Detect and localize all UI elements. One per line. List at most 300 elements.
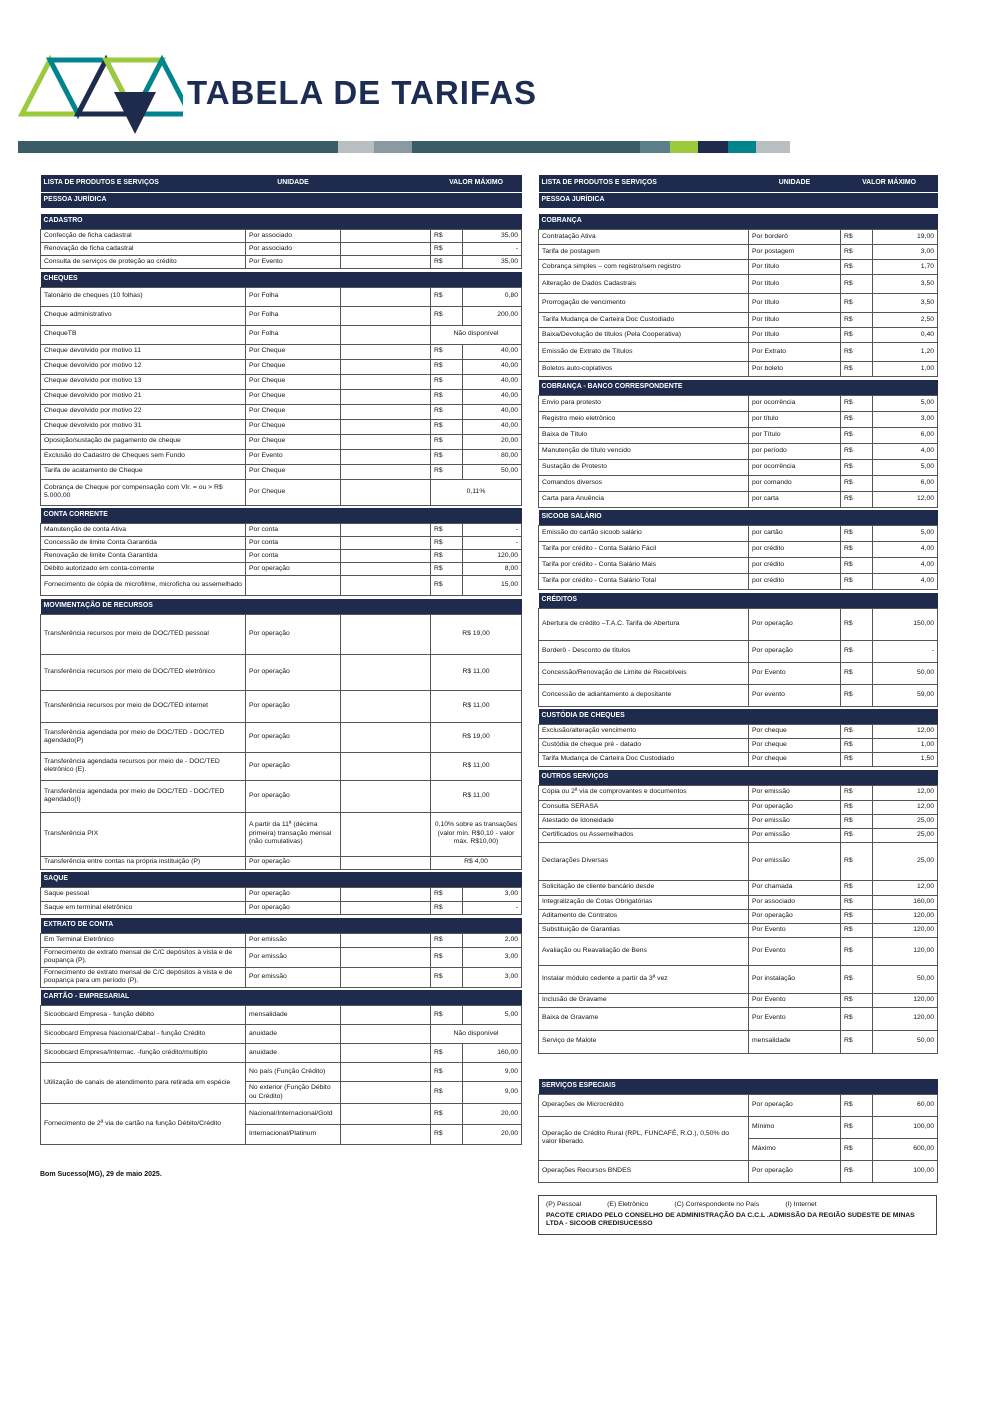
service-cell: Cobrança de Cheque por compensação com Vlr. = ou > R$ 5.000,00 bbox=[41, 479, 246, 505]
spacer-cell bbox=[341, 449, 431, 464]
spacer-cell bbox=[341, 374, 431, 389]
unit-cell: Por conta bbox=[246, 537, 341, 550]
service-cell: Saque em terminal eletrônico bbox=[41, 902, 246, 915]
spacer-cell bbox=[341, 902, 431, 915]
service-cell: Talonário de cheques (10 folhas) bbox=[41, 287, 246, 306]
unit-cell: Por emissão bbox=[246, 967, 341, 987]
unit-cell bbox=[246, 576, 341, 596]
table-row bbox=[539, 814, 938, 828]
unit-cell: No exterior (Função Débito ou Crédito) bbox=[246, 1082, 341, 1104]
currency-cell: R$ bbox=[841, 313, 873, 328]
footer-date: Bom Sucesso(MG), 29 de maio 2025. bbox=[40, 1171, 162, 1178]
value-cell: 50,00 bbox=[463, 464, 522, 479]
table-row bbox=[539, 937, 938, 965]
special-services-slot bbox=[538, 1079, 937, 1183]
currency-cell: R$ bbox=[841, 245, 873, 260]
table-row bbox=[539, 684, 938, 706]
unit-cell: Por Cheque bbox=[246, 344, 341, 359]
table-row bbox=[41, 947, 522, 967]
spacer-cell bbox=[341, 888, 431, 902]
unit-cell: Por Folha bbox=[246, 306, 341, 325]
value-cell: - bbox=[873, 640, 938, 662]
unit-cell: Por Evento bbox=[749, 923, 841, 937]
value-cell: 59,00 bbox=[873, 684, 938, 706]
currency-cell: R$ bbox=[841, 662, 873, 684]
unit-cell: Por chamada bbox=[749, 880, 841, 895]
value-cell: R$ 4,00 bbox=[431, 856, 522, 869]
service-cell: Sicoobcard Empresa Nacional/Cabal - função Crédito bbox=[41, 1025, 246, 1044]
table-row bbox=[539, 662, 938, 684]
column-header-spacer bbox=[341, 175, 431, 193]
table-row bbox=[41, 344, 522, 359]
table-row bbox=[539, 395, 938, 411]
unit-cell: anuidade bbox=[246, 1025, 341, 1044]
section-title: OUTROS SERVIÇOS bbox=[539, 770, 938, 786]
value-cell: R$ 11,00 bbox=[431, 654, 522, 690]
section-title: CRÉDITOS bbox=[539, 593, 938, 609]
footnote-legend bbox=[546, 1201, 929, 1208]
value-cell: 20,00 bbox=[463, 1104, 522, 1125]
section-header-row bbox=[41, 990, 522, 1006]
table-row bbox=[539, 828, 938, 842]
service-cell: Alteração de Dados Cadastrais bbox=[539, 275, 749, 294]
service-cell: Consulta de serviços de proteção ao crédito bbox=[41, 256, 246, 269]
service-cell: Débito autorizado em conta-corrente bbox=[41, 563, 246, 576]
table-row bbox=[539, 443, 938, 459]
spacer-cell bbox=[341, 230, 431, 243]
unit-cell: por cartão bbox=[749, 526, 841, 542]
unit-cell: Por operação bbox=[749, 640, 841, 662]
service-cell: Transferência agendada por meio de DOC/TED - DOC/TED agendado(P) bbox=[41, 722, 246, 752]
value-cell: 3,00 bbox=[463, 967, 522, 987]
currency-cell: R$ bbox=[431, 550, 463, 563]
service-cell: Renovação de ficha cadastral bbox=[41, 243, 246, 256]
unit-cell: Por operação bbox=[246, 614, 341, 654]
unit-cell: A partir da 11ª (décima primeira) transação mensal (não cumulativas) bbox=[246, 812, 341, 856]
service-cell: Carta para Anuência bbox=[539, 491, 749, 507]
subheader-pessoa-juridica: PESSOA JURÍDICA bbox=[41, 193, 522, 209]
spacer-cell bbox=[341, 1082, 431, 1104]
table-row bbox=[41, 888, 522, 902]
currency-cell: R$ bbox=[841, 459, 873, 475]
spacer-cell bbox=[341, 550, 431, 563]
table-row bbox=[41, 1006, 522, 1025]
currency-cell: R$ bbox=[841, 443, 873, 459]
table-row bbox=[539, 411, 938, 427]
currency-cell: R$ bbox=[431, 230, 463, 243]
value-cell: 20,00 bbox=[463, 434, 522, 449]
unit-cell: Por instalação bbox=[749, 965, 841, 993]
section-title: CONTA CORRENTE bbox=[41, 508, 522, 524]
unit-cell: Por operação bbox=[246, 654, 341, 690]
value-cell: 15,00 bbox=[463, 576, 522, 596]
value-cell: 9,00 bbox=[463, 1063, 522, 1082]
service-cell: Cheque devolvido por motivo 21 bbox=[41, 389, 246, 404]
table-row bbox=[41, 967, 522, 987]
table-row bbox=[41, 752, 522, 780]
decorative-bar bbox=[18, 141, 790, 153]
bar-segment bbox=[640, 141, 670, 153]
table-row bbox=[539, 608, 938, 640]
page-title: TABELA DE TARIFAS bbox=[187, 74, 538, 111]
unit-cell: Por operação bbox=[246, 722, 341, 752]
table-row bbox=[539, 230, 938, 245]
value-cell: 4,00 bbox=[873, 443, 938, 459]
unit-cell: Por título bbox=[749, 328, 841, 343]
service-cell: Custódia de cheque pré - datado bbox=[539, 739, 749, 753]
sicoob-logo bbox=[18, 40, 183, 138]
value-cell: 4,00 bbox=[873, 574, 938, 590]
table-row bbox=[539, 427, 938, 443]
spacer-cell bbox=[341, 933, 431, 947]
table-row bbox=[41, 1063, 522, 1082]
table-row bbox=[41, 563, 522, 576]
unit-cell: Por Evento bbox=[749, 662, 841, 684]
currency-cell: R$ bbox=[841, 814, 873, 828]
currency-cell: R$ bbox=[841, 725, 873, 739]
currency-cell: R$ bbox=[841, 909, 873, 923]
value-cell: - bbox=[463, 902, 522, 915]
service-cell: Borderô - Desconto de títulos bbox=[539, 640, 749, 662]
table-row bbox=[41, 434, 522, 449]
spacer-cell bbox=[341, 256, 431, 269]
service-cell: Operações de Microcrédito bbox=[539, 1094, 749, 1116]
unit-cell: Por Evento bbox=[749, 993, 841, 1007]
service-cell: Sustação de Protesto bbox=[539, 459, 749, 475]
value-cell: 120,00 bbox=[873, 993, 938, 1007]
unit-cell: Por cheque bbox=[749, 753, 841, 767]
logo-triangles-icon bbox=[18, 40, 183, 138]
table-row bbox=[539, 965, 938, 993]
currency-cell: R$ bbox=[841, 739, 873, 753]
value-cell: R$ 19,00 bbox=[431, 722, 522, 752]
section-header-row bbox=[539, 1079, 938, 1095]
value-cell: 600,00 bbox=[873, 1138, 938, 1160]
service-cell: Transferência recursos por meio de DOC/TED internet bbox=[41, 690, 246, 722]
spacer-cell bbox=[341, 654, 431, 690]
section-title: SICOOB SALÁRIO bbox=[539, 510, 938, 526]
service-cell: Concessão/Renovação de Limite de Recebíveis bbox=[539, 662, 749, 684]
currency-cell: R$ bbox=[841, 800, 873, 814]
currency-cell: R$ bbox=[841, 965, 873, 993]
service-cell: Transferência agendada por meio de DOC/TED - DOC/TED agendado(I) bbox=[41, 780, 246, 812]
table-row bbox=[41, 325, 522, 344]
service-cell: Em Terminal Eletrônico bbox=[41, 933, 246, 947]
value-cell: 120,00 bbox=[873, 909, 938, 923]
currency-cell: R$ bbox=[431, 524, 463, 537]
table-row bbox=[41, 856, 522, 869]
table-row bbox=[539, 909, 938, 923]
unit-cell: por carta bbox=[749, 491, 841, 507]
currency-cell: R$ bbox=[841, 937, 873, 965]
section-header-row bbox=[539, 593, 938, 609]
currency-cell: R$ bbox=[431, 287, 463, 306]
service-cell: Comandos diversos bbox=[539, 475, 749, 491]
right-column bbox=[538, 175, 937, 1235]
unit-cell: por ocorrência bbox=[749, 459, 841, 475]
unit-cell: Mínimo bbox=[749, 1116, 841, 1138]
value-cell: 5,00 bbox=[463, 1006, 522, 1025]
table-row bbox=[41, 306, 522, 325]
service-cell: Fornecimento de 2ª via de cartão na função Débito/Crédito bbox=[41, 1104, 246, 1145]
legend-item: (I) Internet bbox=[785, 1200, 817, 1208]
table-row bbox=[539, 923, 938, 937]
currency-cell: R$ bbox=[431, 464, 463, 479]
value-cell: 20,00 bbox=[463, 1125, 522, 1145]
unit-cell: Por Cheque bbox=[246, 419, 341, 434]
spacer-cell bbox=[341, 306, 431, 325]
service-cell: Declarações Diversas bbox=[539, 842, 749, 880]
currency-cell: R$ bbox=[431, 1063, 463, 1082]
unit-cell: Por emissão bbox=[246, 947, 341, 967]
service-cell: Emissão de Extrato de Títulos bbox=[539, 343, 749, 362]
section-header-row bbox=[539, 380, 938, 396]
unit-cell: Por Evento bbox=[749, 937, 841, 965]
spacer-cell bbox=[341, 947, 431, 967]
table-row bbox=[41, 1044, 522, 1063]
subheader-pessoa-juridica: PESSOA JURÍDICA bbox=[539, 193, 938, 209]
table-row bbox=[41, 1104, 522, 1125]
service-cell: Inclusão de Gravame bbox=[539, 993, 749, 1007]
value-cell: 3,50 bbox=[873, 275, 938, 294]
service-cell: Concessão de limite Conta Garantida bbox=[41, 537, 246, 550]
service-cell: Abertura de crédito –T.A.C. Tarifa de Abertura bbox=[539, 608, 749, 640]
table-row bbox=[539, 294, 938, 313]
unit-cell: Por evento bbox=[749, 684, 841, 706]
table-row bbox=[539, 260, 938, 275]
table-row bbox=[41, 1025, 522, 1044]
service-cell: Boletos auto-copiativos bbox=[539, 362, 749, 377]
service-cell: Transferência PIX bbox=[41, 812, 246, 856]
value-cell: 1,50 bbox=[873, 753, 938, 767]
table-row bbox=[539, 895, 938, 909]
spacer-cell bbox=[341, 856, 431, 869]
unit-cell: Por operação bbox=[246, 690, 341, 722]
currency-cell: R$ bbox=[841, 640, 873, 662]
service-cell: Fornecimento de extrato mensal de C/C depósitos à vista e de poupança (P). bbox=[41, 947, 246, 967]
table-row bbox=[539, 343, 938, 362]
currency-cell: R$ bbox=[841, 343, 873, 362]
bar-segment bbox=[698, 141, 728, 153]
currency-cell: R$ bbox=[841, 475, 873, 491]
unit-cell: Por conta bbox=[246, 550, 341, 563]
value-cell: R$ 11,00 bbox=[431, 752, 522, 780]
service-cell: Cheque devolvido por motivo 11 bbox=[41, 344, 246, 359]
service-cell: Confecção de ficha cadastral bbox=[41, 230, 246, 243]
table-row bbox=[539, 491, 938, 507]
unit-cell: Por emissão bbox=[749, 785, 841, 800]
value-cell: 120,00 bbox=[873, 923, 938, 937]
unit-cell: Por Evento bbox=[246, 449, 341, 464]
service-cell: Serviço de Malote bbox=[539, 1030, 749, 1053]
currency-cell: R$ bbox=[431, 1125, 463, 1145]
unit-cell: Por título bbox=[749, 260, 841, 275]
legend-item: (P) Pessoal bbox=[546, 1200, 582, 1208]
spacer-cell bbox=[341, 1044, 431, 1063]
service-cell: Manutenção de conta Ativa bbox=[41, 524, 246, 537]
currency-cell: R$ bbox=[841, 895, 873, 909]
currency-cell: R$ bbox=[431, 1006, 463, 1025]
value-cell: 0,10% sobre as transações (valor mín. R$0,10 - valor máx. R$10,00) bbox=[431, 812, 522, 856]
currency-cell: R$ bbox=[841, 328, 873, 343]
service-cell: Cobrança simples – com registro/sem registro bbox=[539, 260, 749, 275]
currency-cell: R$ bbox=[841, 526, 873, 542]
service-cell: Emissão do cartão sicoob salário bbox=[539, 526, 749, 542]
value-cell: 5,00 bbox=[873, 526, 938, 542]
legend-item: (E) Eletrônico bbox=[607, 1200, 649, 1208]
spacer-cell bbox=[341, 434, 431, 449]
value-cell: 9,00 bbox=[463, 1082, 522, 1104]
table-row bbox=[41, 576, 522, 596]
value-cell: 12,00 bbox=[873, 725, 938, 739]
currency-cell: R$ bbox=[841, 1094, 873, 1116]
spacer-cell bbox=[341, 287, 431, 306]
table-row bbox=[539, 459, 938, 475]
table-row bbox=[41, 287, 522, 306]
column-header-value: VALOR MÁXIMO bbox=[841, 175, 938, 193]
table-row bbox=[41, 902, 522, 915]
table-row bbox=[539, 1160, 938, 1182]
unit-cell: Internacional/Platinum bbox=[246, 1125, 341, 1145]
value-cell: 50,00 bbox=[873, 1030, 938, 1053]
currency-cell: R$ bbox=[431, 563, 463, 576]
service-cell: Sicoobcard Empresa - função débito bbox=[41, 1006, 246, 1025]
service-cell: Oposição/sustação de pagamento de cheque bbox=[41, 434, 246, 449]
unit-cell: Por emissão bbox=[749, 814, 841, 828]
currency-cell: R$ bbox=[431, 256, 463, 269]
unit-cell: Por operação bbox=[246, 856, 341, 869]
unit-cell: Por operação bbox=[246, 563, 341, 576]
bar-segment bbox=[670, 141, 698, 153]
table-row bbox=[539, 993, 938, 1007]
table-row bbox=[41, 479, 522, 505]
service-cell: Solicitação de cliente bancário desde bbox=[539, 880, 749, 895]
unit-cell: Por título bbox=[749, 313, 841, 328]
section-title: EXTRATO DE CONTA bbox=[41, 918, 522, 934]
table-row bbox=[539, 542, 938, 558]
service-cell: Tarifa Mudança de Carteira Doc Custodiado bbox=[539, 313, 749, 328]
value-cell: Não disponível bbox=[431, 1025, 522, 1044]
unit-cell: por crédito bbox=[749, 574, 841, 590]
value-cell: 40,00 bbox=[463, 374, 522, 389]
spacer-cell bbox=[341, 389, 431, 404]
value-cell: 160,00 bbox=[463, 1044, 522, 1063]
table-row bbox=[539, 785, 938, 800]
table-row bbox=[539, 842, 938, 880]
currency-cell: R$ bbox=[841, 785, 873, 800]
value-cell: 1,00 bbox=[873, 739, 938, 753]
service-cell: Atestado de Idoneidade bbox=[539, 814, 749, 828]
value-cell: 1,70 bbox=[873, 260, 938, 275]
currency-cell: R$ bbox=[841, 1007, 873, 1030]
unit-cell: Por boleto bbox=[749, 362, 841, 377]
service-cell: Avaliação ou Reavaliação de Bens bbox=[539, 937, 749, 965]
value-cell: 4,00 bbox=[873, 558, 938, 574]
currency-cell: R$ bbox=[431, 389, 463, 404]
table-row bbox=[539, 245, 938, 260]
table-row bbox=[41, 256, 522, 269]
currency-cell: R$ bbox=[841, 842, 873, 880]
table-row bbox=[539, 558, 938, 574]
service-cell: Fornecimento de extrato mensal de C/C depósitos à vista e de poupança para um período (P). bbox=[41, 967, 246, 987]
column-header-value: VALOR MÁXIMO bbox=[431, 175, 522, 193]
spacer-cell bbox=[341, 344, 431, 359]
spacer-cell bbox=[341, 404, 431, 419]
table-row bbox=[41, 389, 522, 404]
spacer-cell bbox=[341, 690, 431, 722]
currency-cell: R$ bbox=[431, 576, 463, 596]
table-row bbox=[41, 550, 522, 563]
value-cell: 3,00 bbox=[463, 888, 522, 902]
table-row bbox=[539, 800, 938, 814]
service-cell: Instalar módulo cedente a partir da 3ª vez bbox=[539, 965, 749, 993]
unit-cell: Por borderô bbox=[749, 230, 841, 245]
unit-cell: Por cheque bbox=[749, 739, 841, 753]
spacer-cell bbox=[341, 752, 431, 780]
service-cell: Transferência entre contas na própria instituição (P) bbox=[41, 856, 246, 869]
spacer-cell bbox=[341, 464, 431, 479]
unit-cell: Por Cheque bbox=[246, 389, 341, 404]
service-cell: Cheque administrativo bbox=[41, 306, 246, 325]
section-title: COBRANÇA - BANCO CORRESPONDENTE bbox=[539, 380, 938, 396]
unit-cell: Por operação bbox=[246, 780, 341, 812]
service-cell: Tarifa por crédito - Conta Salário Mais bbox=[539, 558, 749, 574]
table-row bbox=[41, 780, 522, 812]
currency-cell: R$ bbox=[841, 542, 873, 558]
section-title: SERVIÇOS ESPECIAIS bbox=[539, 1079, 938, 1095]
unit-cell: Por postagem bbox=[749, 245, 841, 260]
value-cell: 4,00 bbox=[873, 542, 938, 558]
bar-segment bbox=[412, 141, 640, 153]
unit-cell: Por emissão bbox=[246, 933, 341, 947]
value-cell: 120,00 bbox=[873, 937, 938, 965]
currency-cell: R$ bbox=[431, 902, 463, 915]
unit-cell: Máximo bbox=[749, 1138, 841, 1160]
value-cell: 12,00 bbox=[873, 880, 938, 895]
unit-cell: Por Cheque bbox=[246, 434, 341, 449]
table-row bbox=[41, 230, 522, 243]
service-cell: Cheque devolvido por motivo 13 bbox=[41, 374, 246, 389]
value-cell: 6,00 bbox=[873, 475, 938, 491]
currency-cell: R$ bbox=[841, 608, 873, 640]
table-row bbox=[539, 880, 938, 895]
unit-cell: Por operação bbox=[246, 752, 341, 780]
service-cell: Baixa/Devolução de títulos (Pela Cooperativa) bbox=[539, 328, 749, 343]
currency-cell: R$ bbox=[431, 947, 463, 967]
service-cell: Consulta SERASA bbox=[539, 800, 749, 814]
table-row bbox=[41, 419, 522, 434]
section-header-row bbox=[539, 214, 938, 230]
section-header-row bbox=[41, 214, 522, 230]
unit-cell: Por Cheque bbox=[246, 479, 341, 505]
table-row bbox=[539, 526, 938, 542]
service-cell: Transferência recursos por meio de DOC/TED pessoal bbox=[41, 614, 246, 654]
service-cell: Renovação de limite Conta Garantida bbox=[41, 550, 246, 563]
value-cell: 12,00 bbox=[873, 491, 938, 507]
unit-cell: Por Extrato bbox=[749, 343, 841, 362]
value-cell: 35,00 bbox=[463, 256, 522, 269]
currency-cell: R$ bbox=[431, 537, 463, 550]
unit-cell: Por Folha bbox=[246, 325, 341, 344]
value-cell: 100,00 bbox=[873, 1116, 938, 1138]
value-cell: 5,00 bbox=[873, 395, 938, 411]
spacer-cell bbox=[341, 1104, 431, 1125]
value-cell: 40,00 bbox=[463, 419, 522, 434]
service-cell: Sicoobcard Empresa/Internac. -função crédito/multiplo bbox=[41, 1044, 246, 1063]
table-row bbox=[41, 614, 522, 654]
unit-cell: Por operação bbox=[246, 888, 341, 902]
value-cell: 5,00 bbox=[873, 459, 938, 475]
